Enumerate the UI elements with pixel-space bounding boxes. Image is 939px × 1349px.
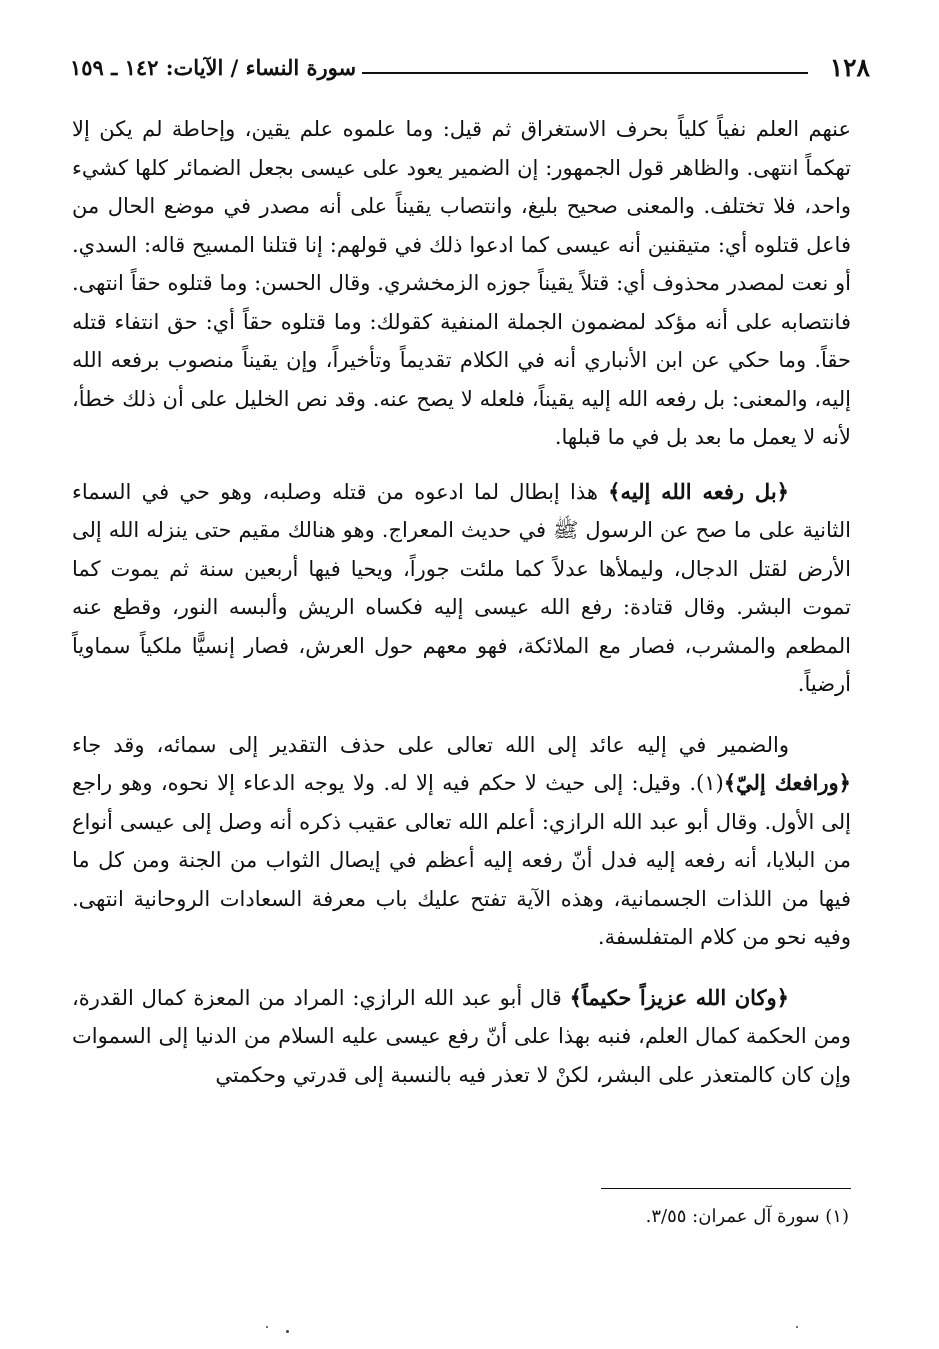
header-rule — [362, 72, 808, 74]
quran-verse: ﴿وكان الله عزيزاً حكيماً﴾ — [569, 984, 789, 1010]
paragraph-4-text: قال أبو عبد الله الرازي: المراد من المعزة كمال القدرة، ومن الحكمة كمال العلم، فنبه بهذا على أنّ رفع عيسى عليه السلام من الدنيا إلى السموات وإن كان كالمتعذر على البشر، لكنْ لا تعذر فيه بالنسبة إلى قدرتي وحكمتي — [72, 985, 851, 1087]
quran-verse: ﴿ورافعك إليّ﴾ — [723, 770, 851, 795]
paragraph-3-text: (١). وقيل: إلى حيث لا حكم فيه إلا له. ولا يوجه الدعاء إلا نحوه، وهو راجع إلى الأول. وقال أبو عبد الله الرازي: أعلم الله تعالى عقيب ذكره أنه وصل إلى عيسى أنواع من البلايا، أنه رفعه إليه فدل أنّ رفعه إليه أعظم في إيصال الثواب من الجنة ومن كل ما فيها من اللذات الجسمانية، وهذه الآية تفتح عليك باب معرفة السعادات الروحانية انتهى. وفيه نحو من كلام المتفلسفة. — [72, 771, 851, 949]
page-number: ١٢٨ — [829, 53, 870, 82]
paragraph-1 — [72, 110, 851, 457]
paragraph-4 — [72, 979, 851, 1095]
quran-verse: ﴿بل رفعه الله إليه﴾ — [608, 478, 789, 504]
page-header — [70, 50, 870, 90]
paragraph-2-text: هذا إبطال لما ادعوه من قتله وصلبه، وهو حي في السماء الثانية على ما صح عن الرسول ﷺ في حديث المعراج. وهو هنالك مقيم حتى ينزله الله إلى الأرض لقتل الدجال، وليملأها عدلاً كما ملئت جوراً، ويحيا فيها أربعين سنة ثم يموت كما تموت البشر. وقال قتادة: رفع الله عيسى إليه فكساه الريش وألبسه النور، وقطع عنه المطعم والمشرب، فصار مع الملائكة، فهو معهم حول العرش، فصار إنسيًّا ملكياً سماوياً أرضياً. — [72, 479, 851, 696]
paragraph-3-text-before: والضمير في إليه عائد إلى الله تعالى على حذف التقدير إلى سمائه، وقد جاء — [72, 732, 789, 757]
footnote-rule — [601, 1188, 851, 1189]
paragraph-1-text: عنهم العلم نفياً كلياً بحرف الاستغراق ثم قيل: وما علموه علم يقين، وإحاطة لم يكن إلا تهكماً انتهى. والظاهر قول الجمهور: إن الضمير يعود على عيسى بجعل الضمائر كلها كشيء واحد، فلا تختلف. والمعنى صحيح بليغ، وانتصاب يقيناً على أنه مصدر في موضع الحال من فاعل قتلوه أي: متيقنين أنه عيسى كما ادعوا ذلك في قولهم: إنا قتلنا المسيح قاله: السدي. أو نعت لمصدر محذوف أي: قتلاً يقيناً جوزه الزمخشري. وقال الحسن: وما قتلوه حقاً انتهى. فانتصابه على أنه مؤكد لمضمون الجملة المنفية كقولك: وما قتلوه حقاً أي: حق انتفاء قتله حقاً. وما حكي عن ابن الأنباري أنه في الكلام تقديماً وتأخيراً، وإن يقيناً منصوب برفعه الله إليه، والمعنى: بل رفعه الله إليه يقيناً، فلعله لا يصح عنه. وقد نص الخليل على أن ذلك خطأ، لأنه لا يعمل ما بعد بل في ما قبلها. — [72, 117, 851, 449]
scan-speck — [266, 1326, 268, 1328]
running-title: سورة النساء / الآيات: ١٤٢ ـ ١٥٩ — [70, 55, 357, 80]
paragraph-3 — [72, 726, 851, 957]
scan-speck — [796, 1326, 798, 1328]
scan-speck — [286, 1330, 289, 1333]
paragraph-2 — [72, 473, 851, 704]
footnote: (١) سورة آل عمران: ٣/٥٥. — [645, 1206, 849, 1227]
main-text — [72, 110, 851, 1094]
